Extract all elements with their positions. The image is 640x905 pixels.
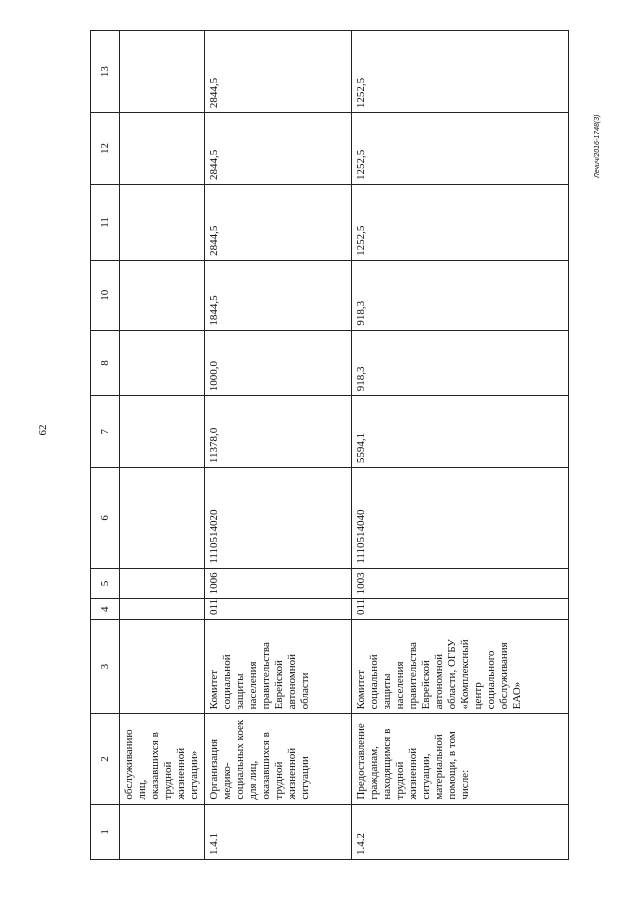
header-col-10: 10 — [91, 260, 120, 330]
header-col-8: 8 — [91, 330, 120, 396]
amount-col-11 — [120, 184, 205, 260]
header-col-12: 12 — [91, 113, 120, 185]
section-code: 1006 — [205, 568, 352, 599]
table-row — [205, 31, 352, 860]
amount-col-10 — [120, 260, 205, 330]
amount-col-8: 1000,0 — [205, 330, 352, 396]
header-row — [91, 31, 120, 860]
amount-col-10: 1844,5 — [205, 260, 352, 330]
executor — [120, 619, 205, 713]
amount-col-10: 918,3 — [352, 260, 569, 330]
executor: Комитет социальной защиты населения правительства Еврейской автономной области, ОГБУ «Комплексный центр социального обслуживания ЕАО» — [352, 619, 569, 713]
target-code — [120, 468, 205, 569]
amount-col-12 — [120, 113, 205, 185]
header-col-5: 5 — [91, 568, 120, 599]
amount-col-11: 2844,5 — [205, 184, 352, 260]
grbs-code — [120, 599, 205, 620]
header-col-6: 6 — [91, 468, 120, 569]
grbs-code: 011 — [205, 599, 352, 620]
target-code: 1110514040 — [352, 468, 569, 569]
activity-name: обслуживанию лиц, оказавшихся в трудной жизненной ситуации» — [120, 714, 205, 804]
header-col-7: 7 — [91, 396, 120, 468]
header-col-1: 1 — [91, 804, 120, 859]
row-number: 1.4.2 — [352, 804, 569, 859]
amount-col-13 — [120, 31, 205, 113]
amount-col-8: 918,3 — [352, 330, 569, 396]
header-col-13: 13 — [91, 31, 120, 113]
row-number: 1.4.1 — [205, 804, 352, 859]
section-code — [120, 568, 205, 599]
target-code: 1110514020 — [205, 468, 352, 569]
executor: Комитет социальной защиты населения правительства Еврейской автономной области — [205, 619, 352, 713]
header-col-2: 2 — [91, 714, 120, 804]
amount-col-8 — [120, 330, 205, 396]
page-number: 62 — [37, 424, 49, 436]
header-col-4: 4 — [91, 599, 120, 620]
table-row — [120, 31, 205, 860]
amount-col-12: 2844,5 — [205, 113, 352, 185]
amount-col-11: 1252,5 — [352, 184, 569, 260]
activity-name: Организация медико-социальных коек для лиц, оказавшихся в трудной жизненной ситуации — [205, 714, 352, 804]
amount-col-12: 1252,5 — [352, 113, 569, 185]
total-amount: 11378,0 — [205, 396, 352, 468]
amount-col-13: 2844,5 — [205, 31, 352, 113]
rotated-table-container — [90, 30, 523, 860]
amount-col-13: 1252,5 — [352, 31, 569, 113]
activity-name: Предоставление гражданам, находящимся в трудной жизненной ситуации, материальной помощи, в том числе: — [352, 714, 569, 804]
budget-table — [90, 30, 569, 860]
header-col-11: 11 — [91, 184, 120, 260]
header-col-3: 3 — [91, 619, 120, 713]
document-code: Лечич/2016-1748(3) — [594, 114, 601, 178]
total-amount — [120, 396, 205, 468]
section-code: 1003 — [352, 568, 569, 599]
row-number — [120, 804, 205, 859]
grbs-code: 011 — [352, 599, 569, 620]
table-row — [352, 31, 569, 860]
total-amount: 5594,1 — [352, 396, 569, 468]
